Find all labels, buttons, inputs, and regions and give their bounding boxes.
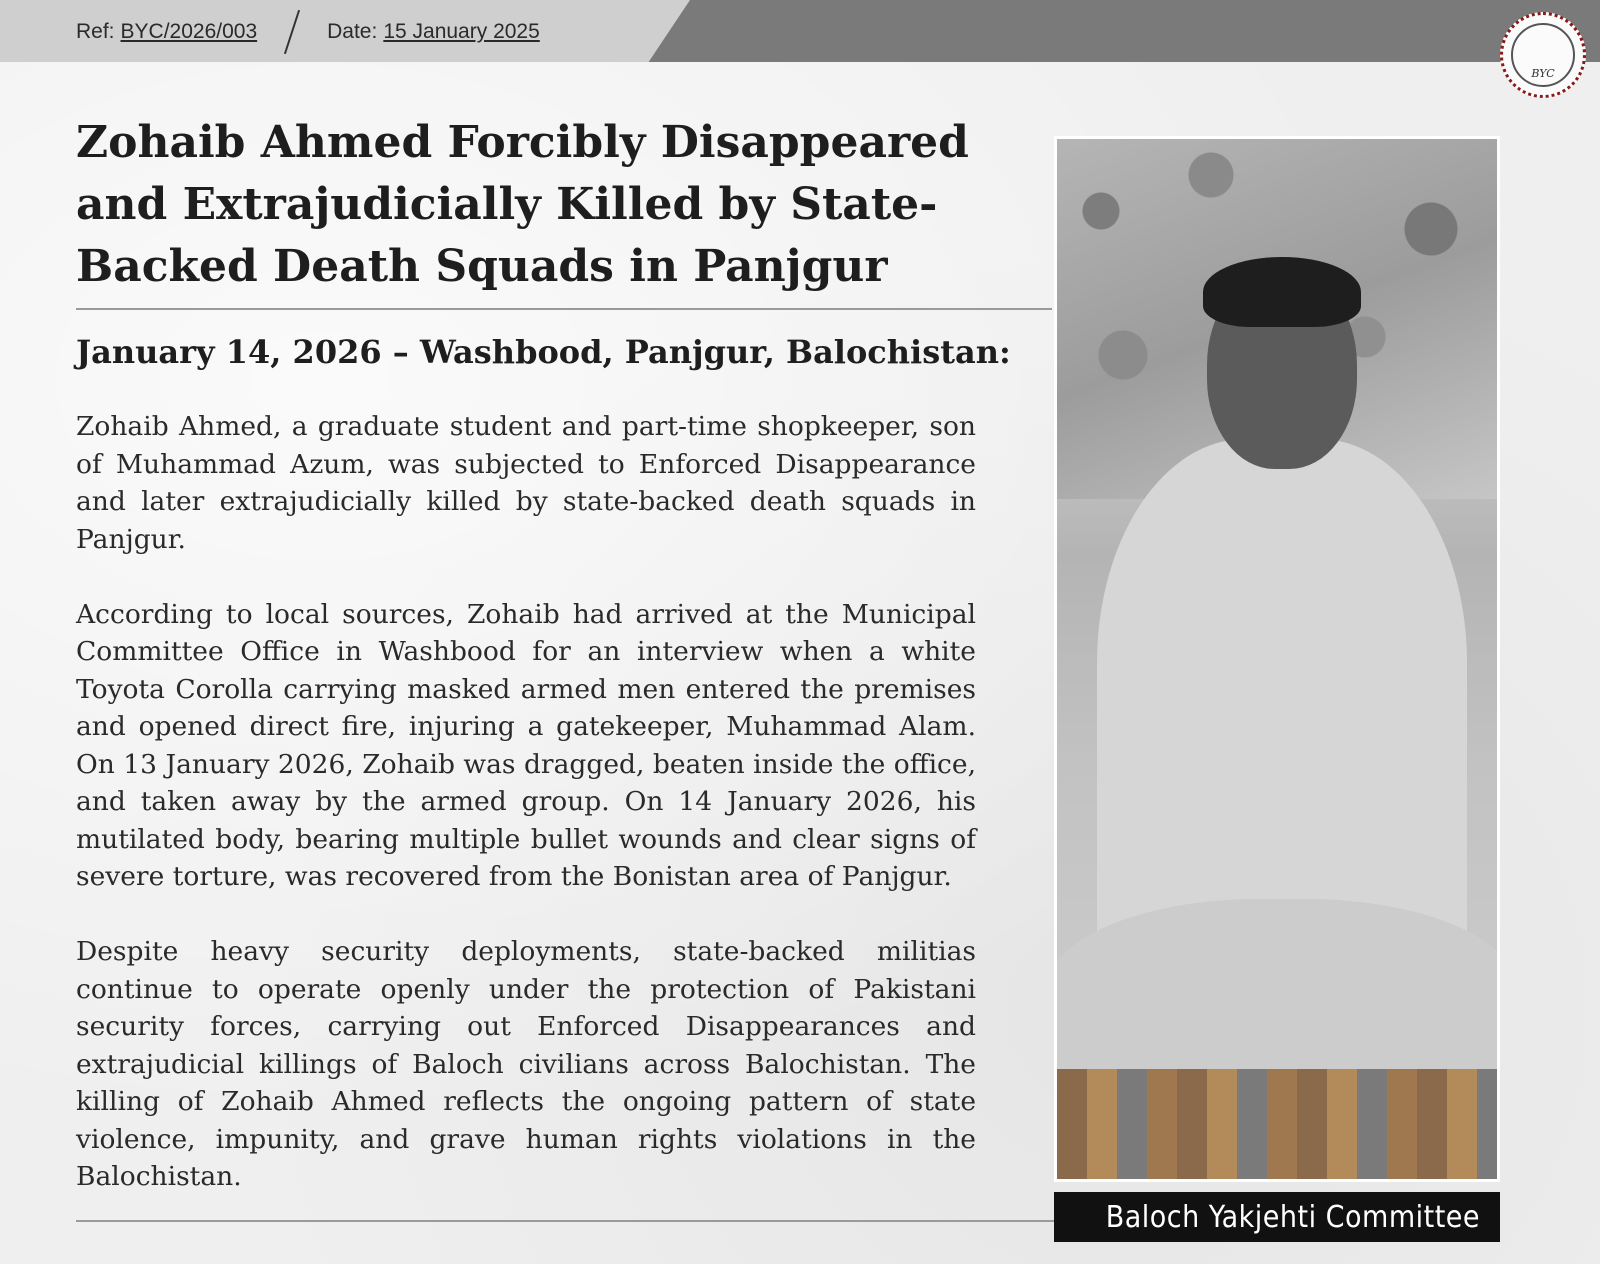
headline: Zohaib Ahmed Forcibly Disappeared and Extrajudicially Killed by State-Backed Death Squads in Panjgur [76,117,969,292]
paragraph: Zohaib Ahmed, a graduate student and part-time shopkeeper, son of Muhammad Azum, was subjected to Enforced Disappearance and later extrajudicially killed by state-backed death squads in Panjgur. [76,411,976,555]
dateline: January 14, 2026 – Washbood, Panjgur, Balochistan: [76,333,1011,371]
organization-caption: Baloch Yakjehti Committee [1054,1192,1500,1242]
paragraph: Despite heavy security deployments, state-backed militias continue to operate openly under the protection of Pakistani security forces, carrying out Enforced Disappearances and extrajudicial killings of Baloch civilians across Balochistan. The killing of Zohaib Ahmed reflects the ongoing pattern of state violence, impunity, and grave human rights violations in the Balochistan. [76,936,976,1192]
date-label: Date: [327,20,378,43]
paragraph: According to local sources, Zohaib had arrived at the Municipal Committee Office in Washbood for an interview when a white Toyota Corolla carrying masked armed men entered the premises and opened direct fire, injuring a gatekeeper, Muhammad Alam. On 13 January 2026, Zohaib was dragged, beaten inside the office, and taken away by the armed group. On 14 January 2026, his mutilated body, bearing multiple bullet wounds and clear signs of severe torture, was recovered from the Bonistan area of Panjgur. [76,598,976,892]
victim-photo [1054,136,1500,1182]
article-body [76,408,976,1233]
divider-bottom [76,1220,1056,1222]
photo-figure-hair [1203,257,1361,327]
photo-rug [1057,1069,1497,1182]
date-value: 15 January 2025 [383,20,540,43]
logo-text: BYC [1531,67,1555,80]
ref-value: BYC/2026/003 [120,20,258,43]
divider-top [76,308,1052,310]
ref-label: Ref: [76,20,115,43]
byc-logo [1500,12,1586,98]
reference-line [76,18,540,46]
